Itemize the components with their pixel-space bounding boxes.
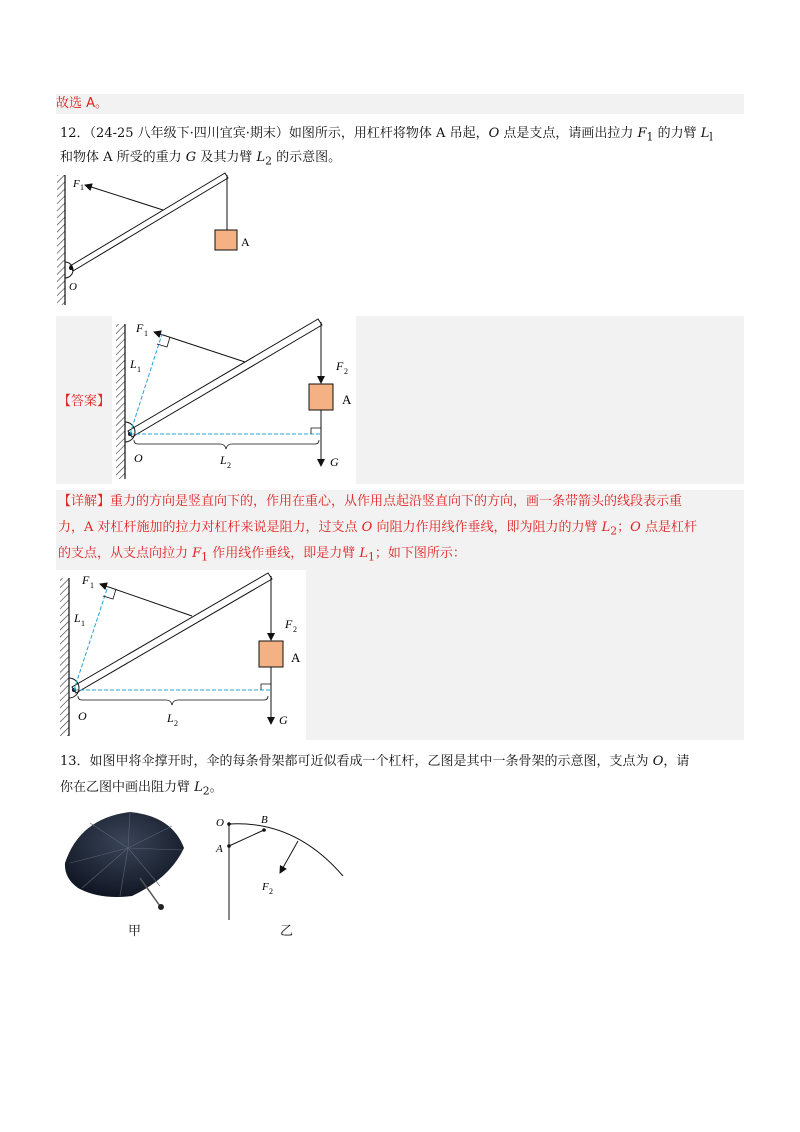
prev-answer-band [56,94,744,114]
label-O: O [134,451,143,465]
lever-rod [72,573,272,693]
explain-text: ；如下图所示： [374,546,466,561]
q12-var-G: G [185,150,197,165]
label-O: O [216,817,224,829]
explain-text: 作用线作垂线，即是力臂 [208,546,360,561]
label-A: A [241,235,250,249]
label-F2: F [336,359,344,373]
q12-text: 及其力臂 [196,150,257,165]
label-F2: F [285,617,293,631]
q12-text: 点是支点，请画出拉力 [499,126,638,141]
caption-yi: 乙 [280,924,294,939]
explain-line3 [58,544,466,568]
explain-sub: 2 [610,524,618,538]
umbrella-photo [60,808,190,918]
force-F2 [280,841,298,873]
explain-text: 重力的方向是竖直向下的，作用在重心，从作用点起沿竖直向下的方向，画一条带箭头的线段表示重 [110,494,683,509]
prev-answer-text: 故选 A。 [56,96,109,111]
point-B [262,828,266,832]
label-L1-sub: 1 [81,619,85,628]
q12-line1 [60,124,713,148]
label-L2-sub: 2 [174,719,178,728]
label-L2: L [167,711,174,725]
q13-line1 [60,752,689,772]
label-O: O [69,281,77,293]
caption-jia: 甲 [128,924,142,939]
q13-text: ，请 [663,754,690,769]
explain-var-O: O [361,520,373,535]
label-G: G [330,455,339,469]
q12-var-F1: F [637,126,647,141]
wall [57,175,65,305]
q12-var-O: O [488,126,500,141]
q12-text: 的示意图。 [271,150,342,165]
q13-text: 你在乙图中画出阻力臂 [60,780,195,795]
explain-text: 力，A 对杠杆施加的拉力对杠杆来说是阻力，过支点 [58,520,362,535]
q12-sub: 2 [265,154,272,168]
label-A: A [216,843,223,855]
explain-line2 [58,518,697,542]
explain-figure [56,570,306,740]
label-F2-sub: 2 [344,367,348,376]
label-F1-sub: 1 [144,329,148,338]
explain-var-L2: L [601,520,611,535]
q12-text: 12．（24-25 八年级下·四川宜宾·期末）如图所示，用杠杆将物体 A 吊起， [60,126,489,141]
label-A: A [342,392,352,407]
label-F-sub: 2 [269,887,273,896]
label-O: O [78,709,87,723]
q12-line2 [60,148,341,172]
label-F2-sub: 2 [293,625,297,634]
explain-sub: 1 [367,550,375,564]
force-F1 [100,584,192,616]
q13-lever-figure [210,808,350,923]
stretcher-AB [229,830,264,846]
force-F1 [154,332,245,362]
block-A [259,641,283,667]
right-angle-L1 [103,589,116,599]
explain-label: 【详解】 [58,494,111,509]
q13-sub: 2 [202,784,210,798]
q13-var-O: O [652,754,664,769]
explain-text: ； [617,520,631,535]
label-L1: L [130,357,137,371]
label-B: B [261,814,268,826]
answer-figure [112,316,356,484]
explain-var-F1: F [192,546,202,561]
force-F1 [85,185,163,210]
label-F1: F [136,321,144,335]
label-L1: L [74,611,81,625]
label-F: F [73,178,80,190]
explain-text: 向阻力作用线作垂线，即为阻力的力臂 [372,520,602,535]
brace-L2 [134,440,319,449]
q13-var-L2: L [194,780,203,795]
explain-text: 的支点，从支点向拉力 [58,546,193,561]
explain-var-L1: L [359,546,368,561]
q12-var-L2: L [256,150,266,165]
explain-line1 [58,492,682,512]
answer-label: 【答案】 [58,394,111,409]
q12-text: 的力臂 [653,126,701,141]
brace-L2 [78,696,268,705]
lever-rod [128,319,322,437]
label-F: F [262,881,269,893]
pivot-dot [69,266,73,270]
label-F1: F [82,573,90,587]
q12-figure [55,170,255,310]
right-angle-L2 [261,684,271,690]
rib-arc [229,824,343,876]
umbrella-canopy [65,812,184,897]
explain-var-O: O [630,520,641,535]
explain-text: 点是杠杆 [640,520,697,535]
label-F1-sub: 1 [90,581,94,590]
label-L2-sub: 2 [227,461,231,470]
block-A [309,384,333,410]
label-A: A [291,650,301,665]
wall [116,324,125,479]
umbrella-handle [158,904,164,910]
q12-sub: 1 [646,130,654,144]
label-L2: L [220,453,227,467]
q13-line2 [60,778,223,802]
point-A [227,844,231,848]
q12-text: 和物体 A 所受的重力 [60,150,186,165]
explain-sub: 1 [201,550,209,564]
wall [60,578,69,736]
right-angle-L2 [311,428,321,434]
q13-text: 13．如图甲将伞撑开时，伞的每条骨架都可近似看成一个杠杆，乙图是其中一条骨架的示意图，支点为 [60,754,653,769]
block-A [215,230,237,250]
q12-var-L: L [700,126,710,141]
q12-sub: l [709,130,713,144]
label-G: G [279,713,288,727]
label-F-sub: 1 [80,183,84,192]
q13-text: 。 [209,780,223,795]
label-L1-sub: 1 [137,365,141,374]
point-O [227,822,231,826]
